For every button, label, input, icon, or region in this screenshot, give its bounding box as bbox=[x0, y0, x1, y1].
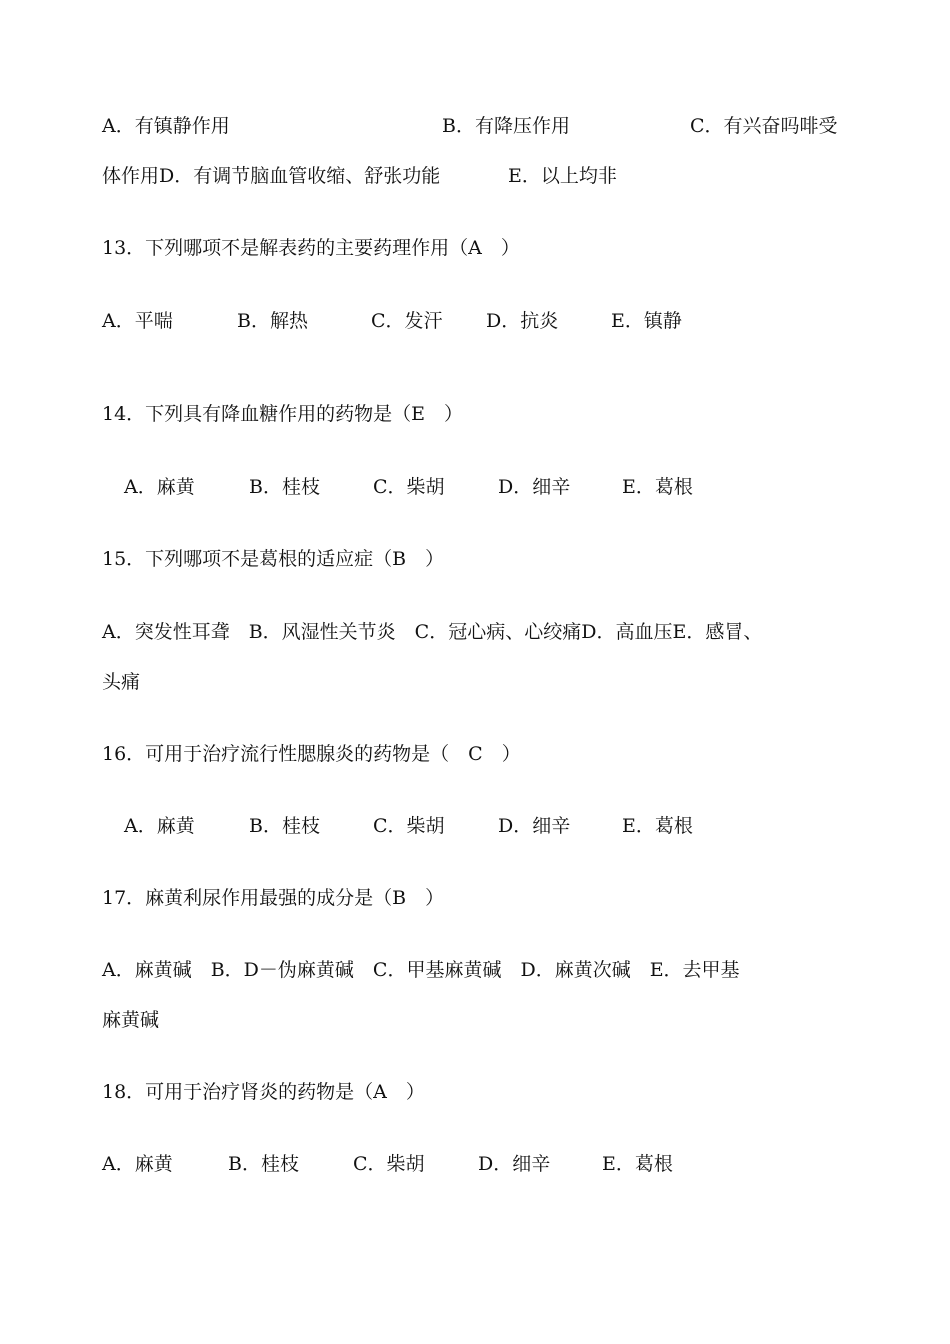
q14-option-a: A．麻黄 bbox=[124, 476, 195, 498]
q16-option-b: B．桂枝 bbox=[249, 815, 320, 837]
q18-option-e: E．葛根 bbox=[602, 1153, 673, 1175]
q16-question: 16．可用于治疗流行性腮腺炎的药物是（ C ） bbox=[102, 743, 521, 765]
q13-question: 13．下列哪项不是解表药的主要药理作用（A ） bbox=[102, 237, 520, 259]
q12-option-c-d: 体作用D．有调节脑血管收缩、舒张功能 bbox=[102, 165, 441, 187]
q13-option-a: A．平喘 bbox=[102, 310, 173, 332]
q13-option-b: B．解热 bbox=[237, 310, 308, 332]
q12-option-e: E．以上均非 bbox=[508, 165, 617, 187]
q15-options-line2: 头痛 bbox=[102, 671, 141, 693]
q14-option-d: D．细辛 bbox=[498, 476, 571, 498]
q17-options-line1: A．麻黄碱 B．D－伪麻黄碱 C．甲基麻黄碱 D．麻黄次碱 E．去甲基 bbox=[102, 959, 740, 981]
q17-question: 17．麻黄利尿作用最强的成分是（B ） bbox=[102, 887, 445, 909]
q16-option-e: E．葛根 bbox=[622, 815, 693, 837]
q14-option-e: E．葛根 bbox=[622, 476, 693, 498]
q12-option-a: A．有镇静作用 bbox=[102, 115, 230, 137]
q16-option-d: D．细辛 bbox=[498, 815, 571, 837]
q15-question: 15．下列哪项不是葛根的适应症（B ） bbox=[102, 548, 445, 570]
q14-option-c: C．柴胡 bbox=[373, 476, 445, 498]
q18-question: 18．可用于治疗肾炎的药物是（A ） bbox=[102, 1081, 425, 1103]
q18-option-b: B．桂枝 bbox=[228, 1153, 299, 1175]
q18-option-a: A．麻黄 bbox=[102, 1153, 173, 1175]
q17-options-line2: 麻黄碱 bbox=[102, 1009, 160, 1031]
q15-options-line1: A．突发性耳聋 B．风湿性关节炎 C．冠心病、心绞痛D．高血压E．感冒、 bbox=[102, 621, 763, 643]
q13-option-d: D．抗炎 bbox=[486, 310, 559, 332]
q13-option-c: C．发汗 bbox=[371, 310, 443, 332]
q14-option-b: B．桂枝 bbox=[249, 476, 320, 498]
q12-option-b: B．有降压作用 bbox=[442, 115, 570, 137]
q16-option-a: A．麻黄 bbox=[124, 815, 195, 837]
q13-option-e: E．镇静 bbox=[611, 310, 682, 332]
q18-option-c: C．柴胡 bbox=[353, 1153, 425, 1175]
q18-option-d: D．细辛 bbox=[478, 1153, 551, 1175]
q16-option-c: C．柴胡 bbox=[373, 815, 445, 837]
q12-option-c: C．有兴奋吗啡受 bbox=[690, 115, 838, 137]
q14-question: 14．下列具有降血糖作用的药物是（E ） bbox=[102, 403, 464, 425]
